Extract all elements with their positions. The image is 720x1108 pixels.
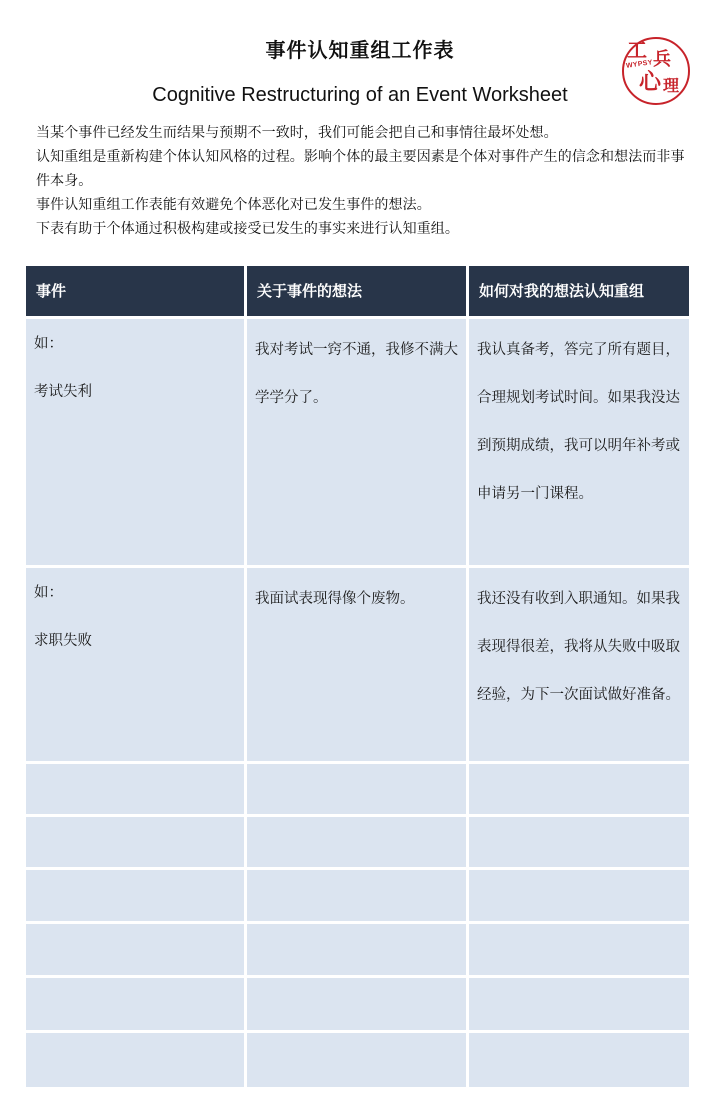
column-header-event: 事件 — [26, 266, 244, 316]
intro-line: 事件认知重组工作表能有效避免个体恶化对已发生事件的想法。 — [36, 197, 431, 213]
logo-char: 理 — [663, 76, 680, 95]
table-row — [26, 568, 689, 761]
column-header-thought: 关于事件的想法 — [247, 266, 466, 316]
event-cell — [26, 319, 244, 565]
empty-cell[interactable] — [469, 924, 689, 975]
intro-line: 当某个事件已经发生而结果与预期不一致时，我们可能会把自己和事情往最坏处想。 — [36, 125, 558, 141]
empty-cell[interactable] — [26, 924, 244, 975]
brand-logo — [622, 37, 690, 105]
intro-line: 下表有助于个体通过积极构建或接受已发生的事实来进行认知重组。 — [36, 221, 459, 237]
empty-row — [26, 1033, 689, 1087]
page-subtitle: Cognitive Restructuring of an Event Worksheet — [152, 84, 568, 106]
thought-text: 我对考试一窍不通，我修不满大学学分了。 — [255, 342, 458, 406]
event-cell — [26, 568, 244, 761]
restructure-text: 我认真备考，答完了所有题目，合理规划考试时间。如果我没达到预期成绩，我可以明年补考或申请另一门课程。 — [477, 342, 680, 502]
empty-row — [26, 764, 689, 814]
restructure-cell — [469, 568, 689, 761]
empty-row — [26, 870, 689, 921]
intro-text — [36, 121, 696, 241]
empty-row — [26, 978, 689, 1030]
empty-row — [26, 817, 689, 867]
column-header-restructure: 如何对我的想法认知重组 — [469, 266, 689, 316]
empty-cell[interactable] — [247, 924, 466, 975]
intro-line: 认知重组是重新构建个体认知风格的过程。影响个体的最主要因素是个体对事件产生的信念和想法而非事件本身。 — [36, 149, 685, 189]
empty-cell[interactable] — [469, 978, 689, 1030]
empty-cell[interactable] — [26, 764, 244, 814]
empty-cell[interactable] — [26, 817, 244, 867]
empty-cell[interactable] — [247, 817, 466, 867]
logo-char: 兵 — [653, 49, 671, 70]
empty-cell[interactable] — [469, 764, 689, 814]
thought-text: 我面试表现得像个废物。 — [255, 591, 415, 607]
table-header — [26, 266, 689, 316]
thought-cell — [247, 568, 466, 761]
logo-text: WYPSY — [625, 59, 654, 70]
restructure-cell — [469, 319, 689, 565]
restructure-text: 我还没有收到入职通知。如果我表现得很差，我将从失败中吸取经验，为下一次面试做好准备。 — [477, 591, 680, 703]
event-text: 求职失败 — [34, 633, 92, 649]
empty-cell[interactable] — [469, 1033, 689, 1087]
table-row — [26, 319, 689, 565]
empty-cell[interactable] — [26, 870, 244, 921]
empty-cell[interactable] — [26, 1033, 244, 1087]
empty-cell[interactable] — [247, 764, 466, 814]
page-title: 事件认知重组工作表 — [265, 38, 455, 62]
empty-row — [26, 924, 689, 975]
logo-char: 心 — [639, 69, 662, 95]
event-prefix: 如： — [34, 585, 63, 601]
empty-cell[interactable] — [247, 870, 466, 921]
event-text: 考试失利 — [34, 384, 92, 400]
logo-char: 工 — [627, 38, 647, 62]
empty-cell[interactable] — [469, 870, 689, 921]
empty-cell[interactable] — [26, 978, 244, 1030]
header — [0, 0, 720, 112]
empty-cell[interactable] — [247, 1033, 466, 1087]
empty-cell[interactable] — [247, 978, 466, 1030]
thought-cell — [247, 319, 466, 565]
event-prefix: 如： — [34, 336, 63, 352]
empty-cell[interactable] — [469, 817, 689, 867]
